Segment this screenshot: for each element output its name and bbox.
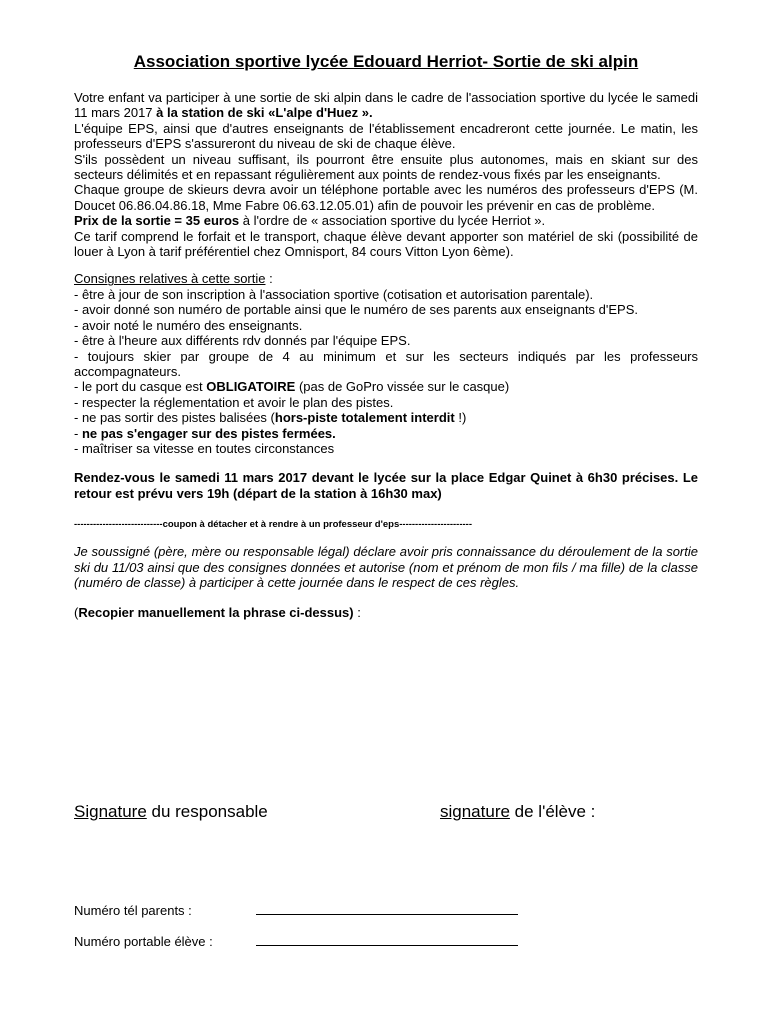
rule-bold: hors-piste totalement interdit [274, 410, 455, 426]
document-title: Association sportive lycée Edouard Herriot- Sortie de ski alpin [133, 52, 639, 71]
rule-item: - être à l'heure aux différents rdv donnés par l'équipe EPS. [74, 333, 411, 349]
parents-phone-label: Numéro tél parents : [74, 903, 192, 918]
recopy-instruction [74, 605, 698, 620]
rule-item: - être à jour de son inscription à l'association sportive (cotisation et autorisation parentale). [74, 286, 594, 302]
rule-item: - avoir noté le numéro des enseignants. [74, 317, 303, 333]
rule-bold: OBLIGATOIRE [206, 379, 296, 395]
signature-student-underlined: signature [440, 802, 510, 821]
price-paragraph [74, 213, 698, 228]
rules-heading-suffix: : [265, 271, 273, 287]
declaration-text: Je soussigné (père, mère ou responsable légal) déclare avoir pris connaissance du déroulement de la sortie ski du 11/03 ainsi que des consignes données et autorise (nom et prénom de mon fils / ma fille) de la classe (numéro de classe) à participer à cette journée dans le respect de ces règles. [74, 544, 698, 591]
rule-text: (pas de GoPro vissée sur le casque) [295, 379, 510, 395]
rule-item: - respecter la réglementation et avoir le plan des pistes. [74, 394, 394, 410]
intro-paragraph-5: Ce tarif comprend le forfait et le transport, chaque élève devant apporter son matériel de ski (possibilité de louer à Lyon à tarif préférentiel chez Omnisport, 84 cours Vitton Lyon 6ème). [74, 228, 698, 260]
rule-bold: ne pas s'engager sur des pistes fermées. [81, 425, 336, 441]
intro-paragraph-3: S'ils possèdent un niveau suffisant, ils pourront être ensuite plus autonomes, mais en skiant sur des secteurs délimités et en repassant régulièrement aux points de rendez-vous fixés par les enseignants. [74, 151, 698, 183]
rule-text: - ne pas sortir des pistes balisées ( [74, 410, 275, 426]
rule-item-offpiste [74, 410, 698, 425]
parents-phone-line[interactable] [256, 904, 518, 915]
coupon-divider: ----------------------------coupon à détacher et à rendre à un professeur d'eps----------------------- [74, 519, 472, 531]
parents-phone-field [74, 903, 518, 918]
rule-item-closed [74, 426, 698, 441]
rule-item: - maîtriser sa vitesse en toutes circonstances [74, 440, 335, 456]
document-page [74, 52, 698, 620]
intro-text-1: Votre enfant va participer à une sortie de ski alpin dans le cadre de l'association sportive du lycée le samedi 11 mars 2017 [74, 90, 698, 121]
meeting-info: Rendez-vous le samedi 11 mars 2017 devant le lycée sur la place Edgar Quinet à 6h30 précises. Le retour est prévu vers 19h (départ de la station à 16h30 max) [74, 470, 698, 502]
rule-item: - toujours skier par groupe de 4 au minimum et sur les secteurs indiqués par les professeurs accompagnateurs. [74, 348, 698, 379]
rule-text: - [74, 425, 82, 441]
intro-paragraph-4: Chaque groupe de skieurs devra avoir un téléphone portable avec les numéros des professeurs d'EPS (M. Doucet 06.86.04.86.18, Mme Fabre 06.63.12.05.01) afin de pouvoir les prévenir en cas de problème. [74, 182, 698, 213]
rule-item: - avoir donné son numéro de portable ainsi que le numéro de ses parents aux enseignants d'EPS. [74, 302, 639, 318]
student-phone-line[interactable] [256, 935, 518, 946]
student-phone-label: Numéro portable élève : [74, 934, 213, 949]
price-bold: Prix de la sortie = 35 euros [74, 213, 240, 229]
student-phone-field [74, 934, 518, 949]
intro-station-bold: à la station de ski «L'alpe d'Huez ». [156, 105, 373, 121]
recopy-close: : [353, 604, 361, 620]
rules-heading [74, 271, 698, 286]
signature-student-text: de l'élève : [509, 802, 596, 821]
intro-paragraph-2: L'équipe EPS, ainsi que d'autres enseignants de l'établissement encadreront cette journée. Le matin, les professeurs d'EPS s'assureront du niveau de ski de chaque élève. [74, 120, 698, 152]
signature-parent [74, 802, 268, 822]
price-rest: à l'ordre de « association sportive du lycée Herriot ». [239, 213, 546, 229]
recopy-bold: Recopier manuellement la phrase ci-dessus) [78, 604, 354, 620]
rules-heading-text: Consignes relatives à cette sortie [74, 271, 266, 287]
signature-parent-text: du responsable [146, 802, 268, 821]
recopy-open: ( [74, 604, 79, 620]
intro-paragraph-1 [74, 90, 698, 121]
signature-parent-underlined: Signature [74, 802, 147, 821]
rule-text: - le port du casque est [74, 379, 207, 395]
signature-student [440, 802, 595, 822]
rule-text: !) [454, 410, 467, 426]
rule-item-helmet [74, 379, 698, 394]
